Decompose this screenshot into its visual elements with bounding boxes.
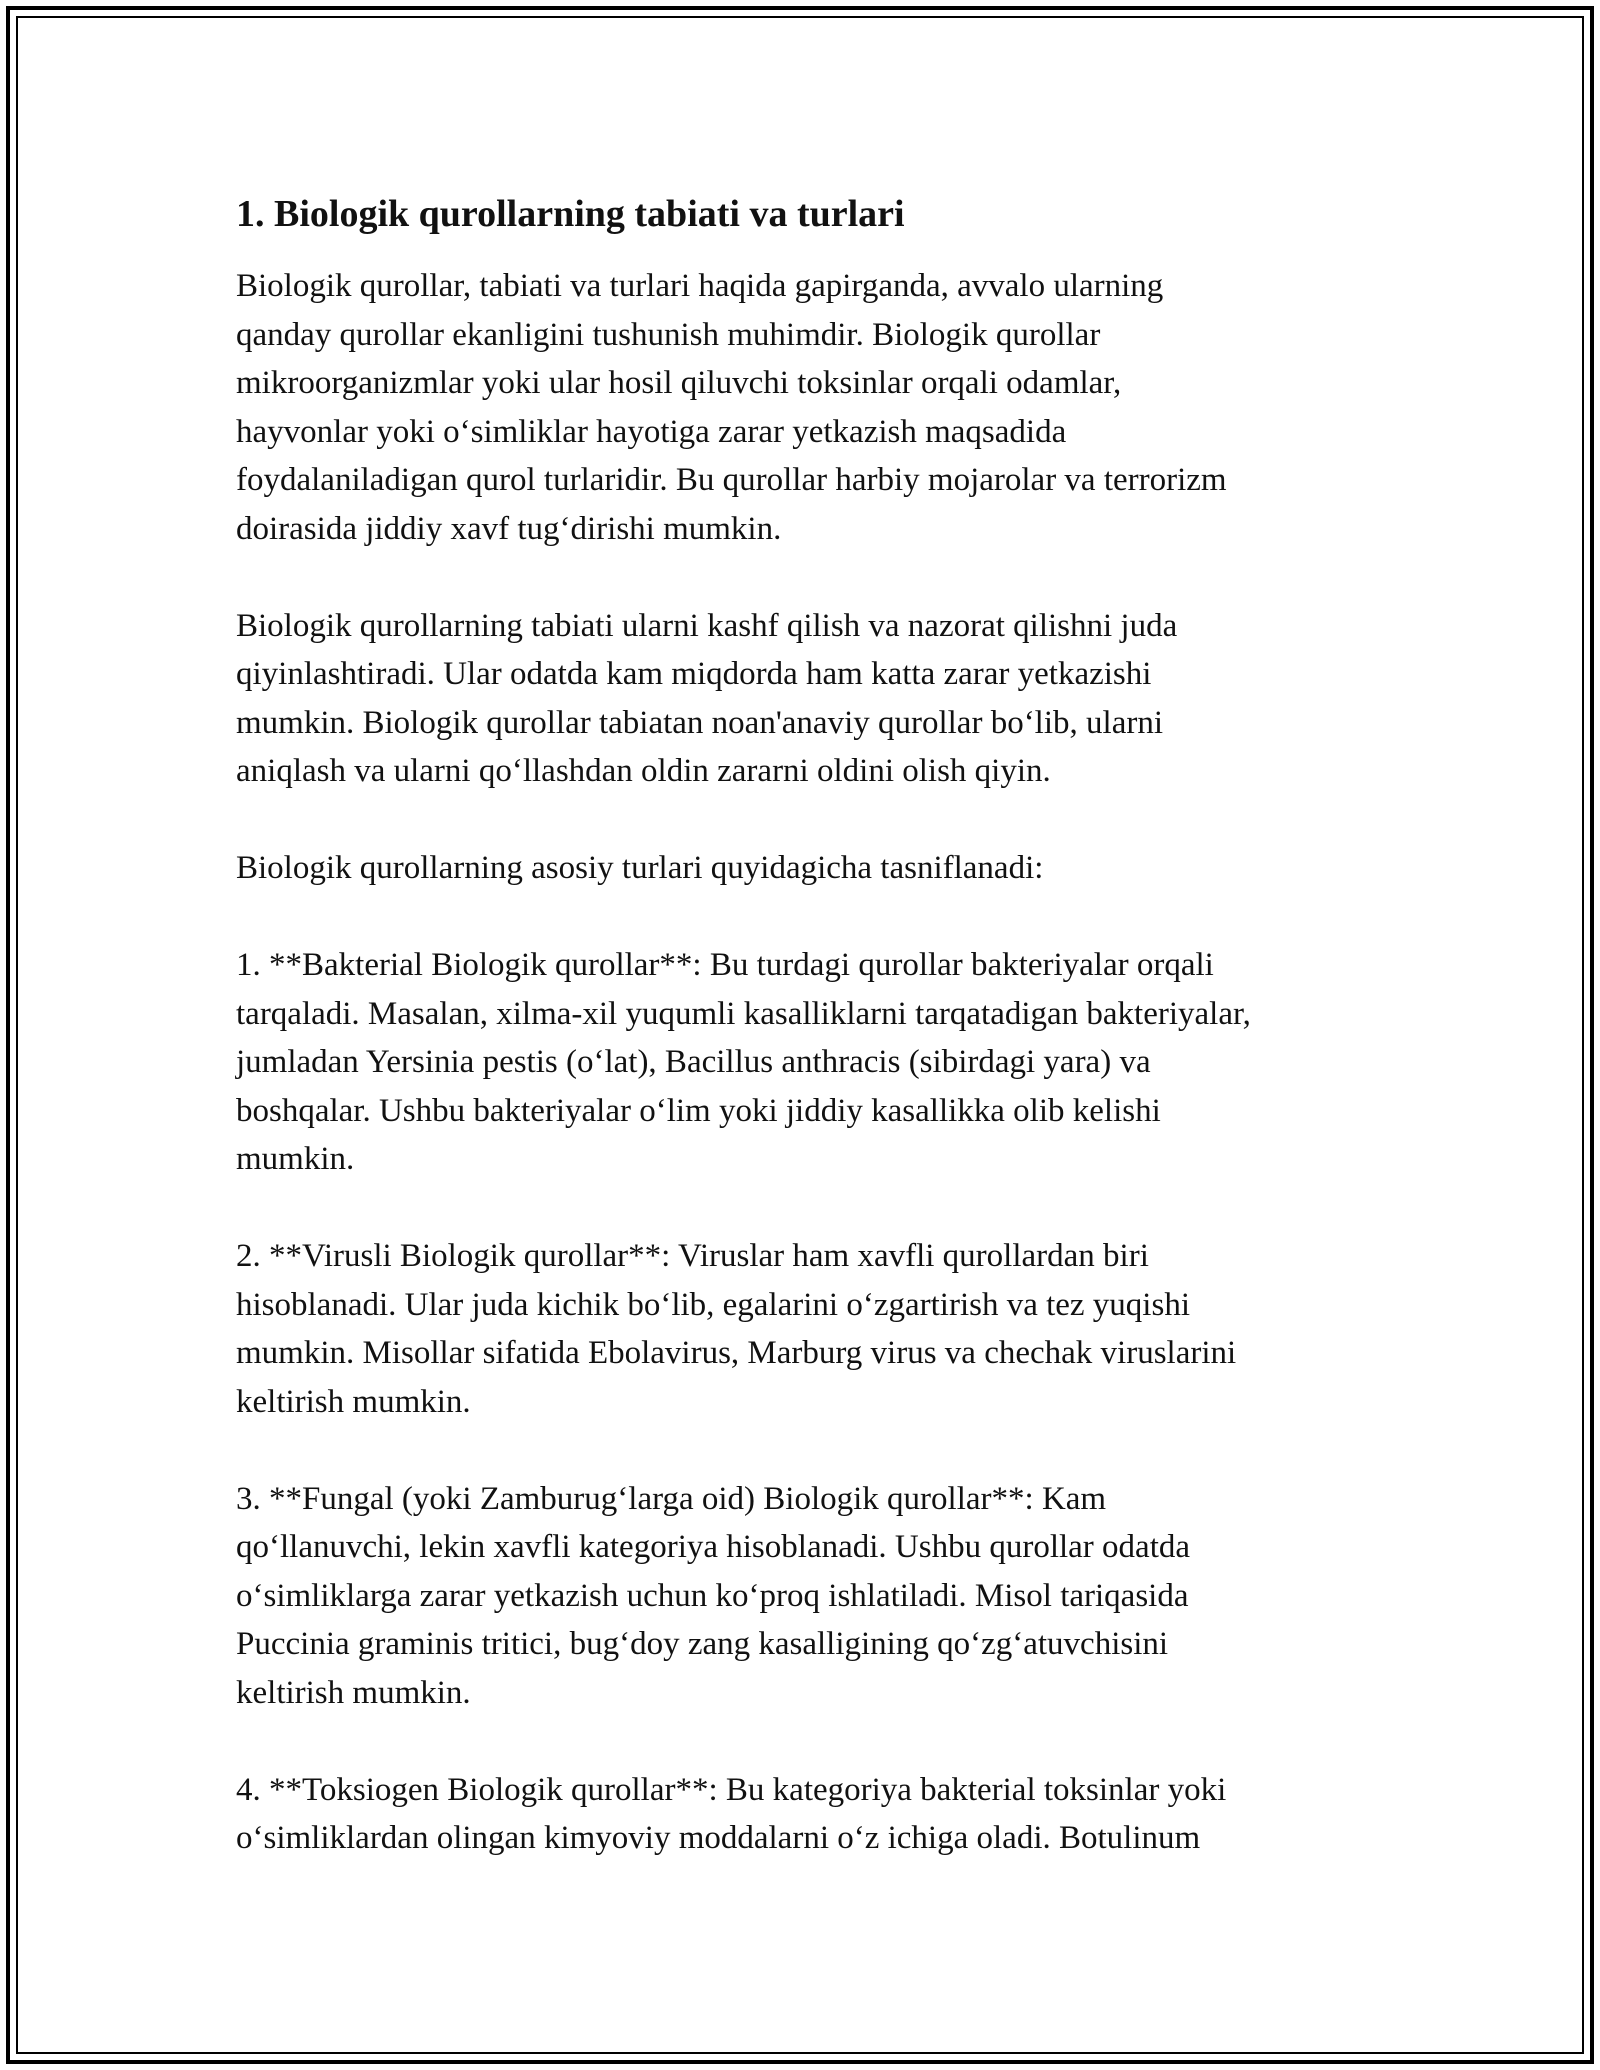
text-line: aniqlash va ularni qo‘llashdan oldin zararni oldini olish qiyin. xyxy=(236,753,1051,789)
paragraph-intro xyxy=(236,262,1376,553)
text-line: 3. **Fungal (yoki Zamburug‘larga oid) Biologik qurollar**: Kam xyxy=(236,1480,1107,1517)
list-item-bacterial xyxy=(236,941,1376,1184)
text-line: Biologik qurollarning asosiy turlari quyidagicha tasniflanadi: xyxy=(236,850,1044,886)
text-line: mumkin. Biologik qurollar tabiatan noan'anaviy qurollar bo‘lib, ularni xyxy=(236,704,1163,741)
text-line: mumkin. xyxy=(236,1141,355,1177)
text-line: Biologik qurollar, tabiati va turlari haqida gapirganda, avvalo ularning xyxy=(236,268,1164,304)
text-line: mumkin. Misollar sifatida Ebolavirus, Marburg virus va chechak viruslarini xyxy=(236,1335,1237,1371)
text-line: qiyinlashtiradi. Ular odatda kam miqdorda ham katta zarar yetkazishi xyxy=(236,656,1152,692)
text-line: 1. **Bakterial Biologik qurollar**: Bu turdagi qurollar bakteriyalar orqali xyxy=(236,947,1214,983)
text-line: foydalaniladigan qurol turlaridir. Bu qurollar harbiy mojarolar va terrorizm xyxy=(236,462,1227,498)
text-line: Puccinia graminis tritici, bug‘doy zang kasalligining qo‘zg‘atuvchisini xyxy=(236,1626,1169,1662)
list-item-toxigenic xyxy=(236,1766,1376,1863)
text-line: boshqalar. Ushbu bakteriyalar o‘lim yoki jiddiy kasallikka olib kelishi xyxy=(236,1092,1161,1129)
text-line: qanday qurollar ekanligini tushunish muhimdir. Biologik qurollar xyxy=(236,316,1101,353)
text-line: o‘simliklardan olingan kimyoviy moddalarni o‘z ichiga oladi. Botulinum xyxy=(236,1820,1201,1856)
text-line: mikroorganizmlar yoki ular hosil qiluvchi toksinlar orqali odamlar, xyxy=(236,365,1122,401)
text-line: 4. **Toksiogen Biologik qurollar**: Bu kategoriya bakterial toksinlar yoki xyxy=(236,1771,1227,1808)
text-line: Biologik qurollarning tabiati ularni kashf qilish va nazorat qilishni juda xyxy=(236,607,1178,644)
text-line: qo‘llanuvchi, lekin xavfli kategoriya hisoblanadi. Ushbu qurollar odatda xyxy=(236,1529,1191,1565)
text-line: hisoblanadi. Ular juda kichik bo‘lib, egalarini o‘zgartirish va tez yuqishi xyxy=(236,1286,1190,1323)
text-line: 2. **Virusli Biologik qurollar**: Viruslar ham xavfli qurollardan biri xyxy=(236,1238,1149,1274)
text-line: doirasida jiddiy xavf tug‘dirishi mumkin. xyxy=(236,510,782,547)
section-heading: 1. Biologik qurollarning tabiati va turlari xyxy=(236,193,905,235)
text-line: hayvonlar yoki o‘simliklar hayotiga zarar yetkazish maqsadida xyxy=(236,413,1067,450)
text-line: o‘simliklarga zarar yetkazish uchun ko‘proq ishlatiladi. Misol tariqasida xyxy=(236,1577,1189,1614)
paragraph-nature xyxy=(236,602,1376,796)
list-item-fungal xyxy=(236,1475,1376,1718)
list-item-viral xyxy=(236,1232,1376,1426)
paragraph-types-intro xyxy=(236,844,1376,893)
text-line: keltirish mumkin. xyxy=(236,1674,471,1711)
document-body xyxy=(236,190,1376,1911)
text-line: tarqaladi. Masalan, xilma-xil yuqumli kasalliklarni tarqatadigan bakteriyalar, xyxy=(236,995,1251,1032)
text-line: jumladan Yersinia pestis (o‘lat), Bacillus anthracis (sibirdagi yara) va xyxy=(236,1044,1151,1080)
text-line: keltirish mumkin. xyxy=(236,1383,471,1420)
